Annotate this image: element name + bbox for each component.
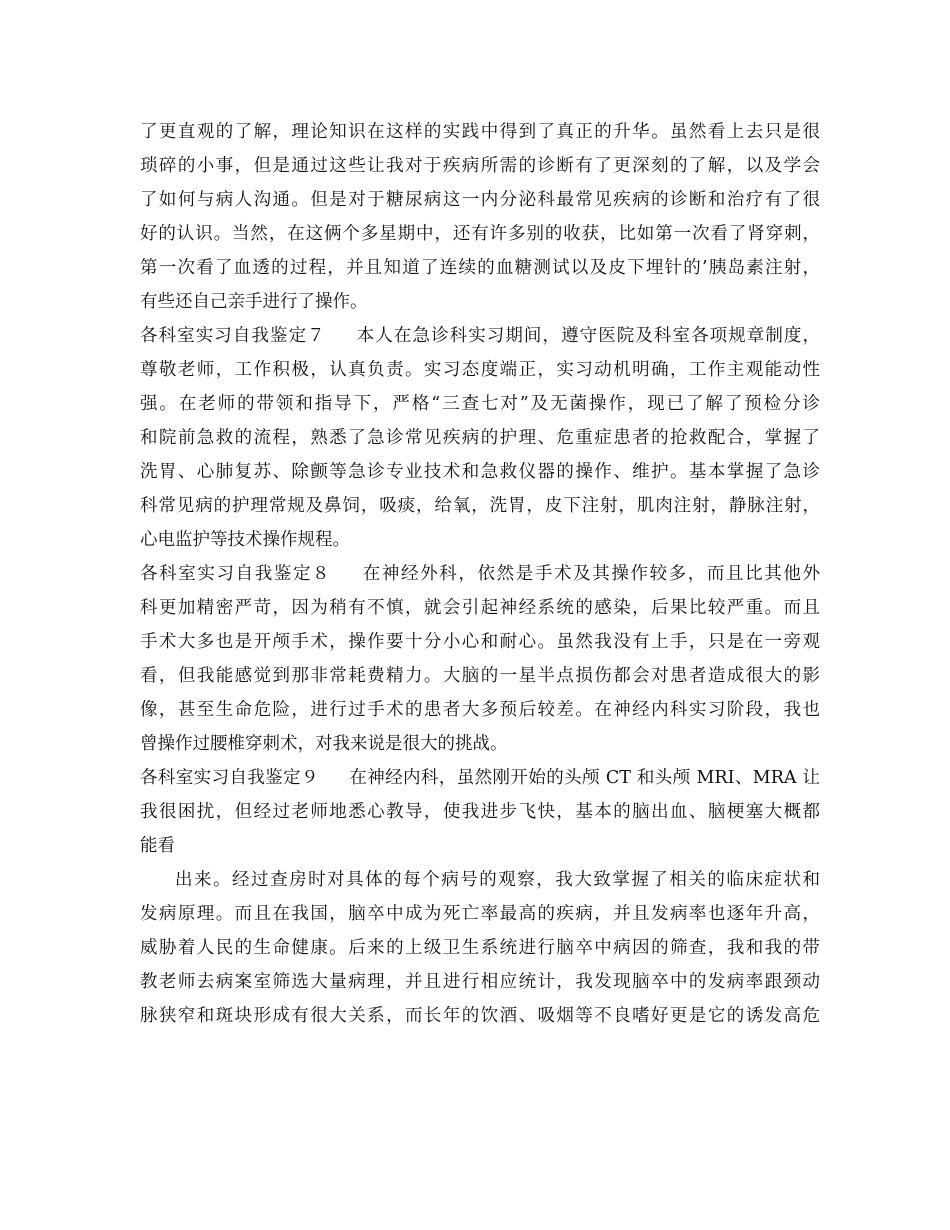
paragraph-line: 强。在老师的带领和指导下，严格“三查七对”及无菌操作，现已了解了预检分诊: [140, 394, 820, 414]
paragraph-first-line: 在神经内科，虽然刚开始的头颅 CT 和头颅 MRI、MRA 让: [348, 768, 820, 788]
paragraph-line: 手术大多也是开颅手术，操作要十分小心和耐心。虽然我没有上手，只是在一旁观: [140, 632, 820, 652]
section-title: 各科室实习自我鉴定７: [140, 326, 326, 346]
section-title: 各科室实习自我鉴定９: [140, 768, 319, 788]
paragraph-line: 琐碎的小事，但是通过这些让我对于疾病所需的诊断有了更深刻的了解，以及学会: [140, 156, 820, 176]
paragraph-line: 我很困扰，但经过老师地悉心教导，使我进步飞快，基本的脑出血、脑梗塞大概都: [140, 802, 820, 822]
paragraph-line: 第一次看了血透的过程，并且知道了连续的血糖测试以及皮下埋针的’胰岛素注射，: [140, 258, 820, 278]
paragraph-line: 脉狭窄和斑块形成有很大关系，而长年的饮酒、吸烟等不良嗜好更是它的诱发高危: [140, 1006, 820, 1026]
paragraph-line: 发病原理。而且在我国，脑卒中成为死亡率最高的疾病，并且发病率也逐年升高，: [140, 904, 820, 924]
paragraph-line: 心电监护等技术操作规程。: [140, 530, 350, 550]
section-heading-line: [140, 557, 820, 591]
paragraph-line: 曾操作过腰椎穿刺术，对我来说是很大的挑战。: [140, 734, 508, 754]
paragraph-line: 教老师去病案室筛选大量病理，并且进行相应统计，我发现脑卒中的发病率跟颈动: [140, 972, 820, 992]
document-body: [140, 115, 820, 1033]
paragraph-line: 有些还自己亲手进行了操作。: [140, 292, 368, 312]
paragraph-line: 了如何与病人沟通。但是对于糖尿病这一内分泌科最常见疾病的诊断和治疗有了很: [140, 190, 820, 210]
section-heading-line: [140, 319, 820, 353]
paragraph-line: 能看: [140, 836, 175, 856]
paragraph-line: 和院前急救的流程，熟悉了急诊常见疾病的护理、危重症患者的抢救配合，掌握了: [140, 428, 820, 448]
paragraph-line: 尊敬老师，工作积极，认真负责。实习态度端正，实习动机明确，工作主观能动性: [140, 360, 820, 380]
paragraph-line: 洗胃、心肺复苏、除颤等急诊专业技术和急救仪器的操作、维护。基本掌握了急诊: [140, 462, 820, 482]
section-9: [140, 761, 820, 1033]
paragraph-line: 好的认识。当然，在这俩个多星期中，还有许多别的收获，比如第一次看了肾穿刺，: [140, 224, 820, 244]
paragraph-line: 了更直观的了解，理论知识在这样的实践中得到了真正的升华。虽然看上去只是很: [140, 122, 820, 142]
paragraph-line: 科常见病的护理常规及鼻饲，吸痰，给氧，洗胃，皮下注射，肌肉注射，静脉注射，: [140, 496, 820, 516]
continued-paragraph: [140, 115, 820, 319]
paragraph-line: 出来。经过查房时对具体的每个病号的观察，我大致掌握了相关的临床症状和: [175, 870, 820, 890]
section-title: 各科室实习自我鉴定８: [140, 564, 332, 584]
paragraph-line: 科更加精密严苛，因为稍有不慎，就会引起神经系统的感染，后果比较严重。而且: [140, 598, 820, 618]
paragraph-first-line: 本人在急诊科实习期间，遵守医院及科室各项规章制度，: [355, 326, 821, 346]
paragraph-line: 看，但我能感觉到那非常耗费精力。大脑的一星半点损伤都会对患者造成很大的影: [140, 666, 820, 686]
paragraph-line: 威胁着人民的生命健康。后来的上级卫生系统进行脑卒中病因的筛查，我和我的带: [140, 938, 820, 958]
section-heading-line: [140, 761, 820, 795]
paragraph-first-line: 在神经外科，依然是手术及其操作较多，而且比其他外: [361, 564, 821, 584]
paragraph-line: 像，甚至生命危险，进行过手术的患者大多预后较差。在神经内科实习阶段，我也: [140, 700, 820, 720]
section-7: [140, 319, 820, 557]
section-8: [140, 557, 820, 761]
